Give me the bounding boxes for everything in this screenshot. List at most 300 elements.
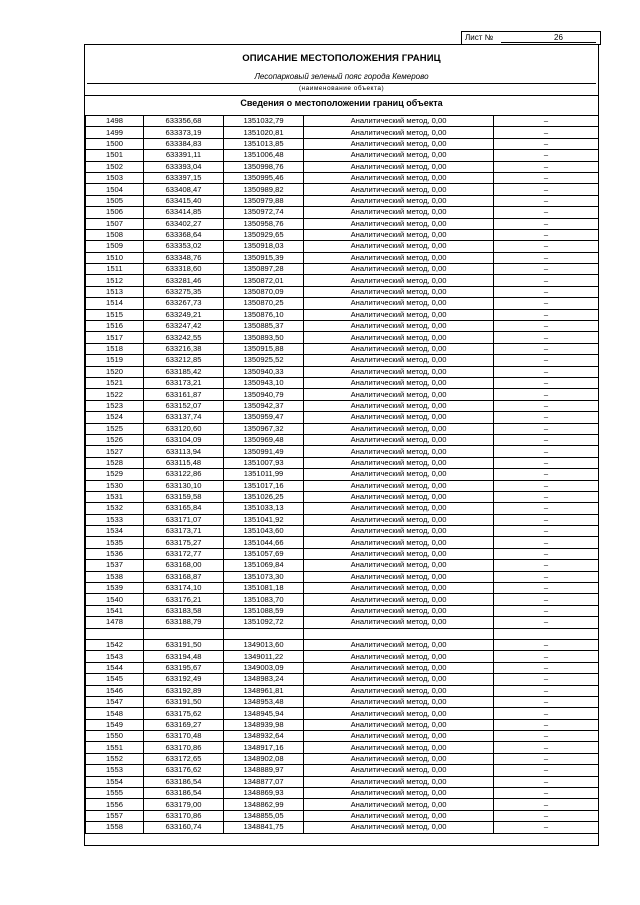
description-cell: – xyxy=(494,526,599,537)
y-coordinate-cell: 1350897,28 xyxy=(224,264,304,275)
method-cell: Аналитический метод, 0,00 xyxy=(304,389,494,400)
table-row xyxy=(86,150,599,161)
description-cell: – xyxy=(494,116,599,127)
y-coordinate-cell: 1350989,82 xyxy=(224,184,304,195)
method-cell: Аналитический метод, 0,00 xyxy=(304,366,494,377)
table-row xyxy=(86,423,599,434)
description-cell: – xyxy=(494,343,599,354)
table-row xyxy=(86,207,599,218)
y-coordinate-cell: 1350885,37 xyxy=(224,321,304,332)
method-cell: Аналитический метод, 0,00 xyxy=(304,583,494,594)
table-row xyxy=(86,286,599,297)
y-coordinate-cell: 1350870,25 xyxy=(224,298,304,309)
y-coordinate-cell: 1348877,07 xyxy=(224,776,304,787)
description-cell: – xyxy=(494,765,599,776)
y-coordinate-cell: 1350940,79 xyxy=(224,389,304,400)
point-number-cell: 1542 xyxy=(86,639,144,650)
method-cell: Аналитический метод, 0,00 xyxy=(304,651,494,662)
description-cell: – xyxy=(494,605,599,616)
y-coordinate-cell: 1348862,99 xyxy=(224,799,304,810)
x-coordinate-cell: 633348,76 xyxy=(144,252,224,263)
sheet-number-box xyxy=(461,31,601,45)
description-cell: – xyxy=(494,366,599,377)
x-coordinate-cell: 633168,00 xyxy=(144,560,224,571)
point-number-cell: 1534 xyxy=(86,526,144,537)
description-cell: – xyxy=(494,810,599,821)
x-coordinate-cell: 633172,65 xyxy=(144,753,224,764)
point-number-cell: 1554 xyxy=(86,776,144,787)
description-cell: – xyxy=(494,651,599,662)
x-coordinate-cell: 633373,19 xyxy=(144,127,224,138)
point-number-cell: 1552 xyxy=(86,753,144,764)
table-row xyxy=(86,788,599,799)
x-coordinate-cell: 633165,84 xyxy=(144,503,224,514)
table-row xyxy=(86,229,599,240)
point-number-cell: 1519 xyxy=(86,355,144,366)
x-coordinate-cell: 633402,27 xyxy=(144,218,224,229)
point-number-cell: 1498 xyxy=(86,116,144,127)
method-cell: Аналитический метод, 0,00 xyxy=(304,457,494,468)
x-coordinate-cell: 633192,89 xyxy=(144,685,224,696)
table-row xyxy=(86,400,599,411)
table-row xyxy=(86,172,599,183)
method-cell: Аналитический метод, 0,00 xyxy=(304,150,494,161)
x-coordinate-cell: 633194,48 xyxy=(144,651,224,662)
description-cell: – xyxy=(494,537,599,548)
table-row xyxy=(86,719,599,730)
description-cell: – xyxy=(494,560,599,571)
y-coordinate-cell: 1350915,88 xyxy=(224,343,304,354)
x-coordinate-cell: 633169,27 xyxy=(144,719,224,730)
point-number-cell: 1516 xyxy=(86,321,144,332)
y-coordinate-cell: 1350991,49 xyxy=(224,446,304,457)
table-row xyxy=(86,218,599,229)
description-cell: – xyxy=(494,309,599,320)
description-cell: – xyxy=(494,150,599,161)
x-coordinate-cell: 633175,62 xyxy=(144,708,224,719)
y-coordinate-cell: 1351043,60 xyxy=(224,526,304,537)
method-cell: Аналитический метод, 0,00 xyxy=(304,765,494,776)
description-cell: – xyxy=(494,264,599,275)
point-number-cell: 1539 xyxy=(86,583,144,594)
point-number-cell: 1509 xyxy=(86,241,144,252)
method-cell: Аналитический метод, 0,00 xyxy=(304,788,494,799)
x-coordinate-cell: 633242,55 xyxy=(144,332,224,343)
y-coordinate-cell: 1351033,13 xyxy=(224,503,304,514)
description-cell: – xyxy=(494,548,599,559)
description-cell: – xyxy=(494,696,599,707)
x-coordinate-cell: 633160,74 xyxy=(144,822,224,833)
point-number-cell: 1545 xyxy=(86,674,144,685)
table-row xyxy=(86,503,599,514)
x-coordinate-cell: 633318,60 xyxy=(144,264,224,275)
x-coordinate-cell: 633159,58 xyxy=(144,491,224,502)
y-coordinate-cell: 1351026,25 xyxy=(224,491,304,502)
description-cell: – xyxy=(494,400,599,411)
description-cell: – xyxy=(494,753,599,764)
description-cell: – xyxy=(494,172,599,183)
document-frame xyxy=(84,44,599,846)
table-row xyxy=(86,560,599,571)
method-cell: Аналитический метод, 0,00 xyxy=(304,776,494,787)
method-cell: Аналитический метод, 0,00 xyxy=(304,286,494,297)
description-cell: – xyxy=(494,377,599,388)
point-number-cell: 1522 xyxy=(86,389,144,400)
x-coordinate-cell: 633353,02 xyxy=(144,241,224,252)
x-coordinate-cell: 633172,77 xyxy=(144,548,224,559)
description-cell: – xyxy=(494,184,599,195)
description-cell: – xyxy=(494,423,599,434)
point-number-cell: 1523 xyxy=(86,400,144,411)
description-cell: – xyxy=(494,708,599,719)
y-coordinate-cell: 1351006,48 xyxy=(224,150,304,161)
description-cell: – xyxy=(494,503,599,514)
table-row xyxy=(86,514,599,525)
y-coordinate-cell: 1351011,99 xyxy=(224,469,304,480)
x-coordinate-cell: 633397,15 xyxy=(144,172,224,183)
table-row xyxy=(86,491,599,502)
description-cell: – xyxy=(494,776,599,787)
method-cell: Аналитический метод, 0,00 xyxy=(304,116,494,127)
x-coordinate-cell: 633183,58 xyxy=(144,605,224,616)
table-row xyxy=(86,138,599,149)
y-coordinate-cell: 1351032,79 xyxy=(224,116,304,127)
point-number-cell: 1505 xyxy=(86,195,144,206)
section-title: Сведения о местоположении границ объекта xyxy=(240,98,443,108)
point-number-cell: 1520 xyxy=(86,366,144,377)
method-cell: Аналитический метод, 0,00 xyxy=(304,241,494,252)
method-cell: Аналитический метод, 0,00 xyxy=(304,594,494,605)
x-coordinate-cell: 633391,11 xyxy=(144,150,224,161)
point-number-cell: 1540 xyxy=(86,594,144,605)
table-row xyxy=(86,708,599,719)
point-number-cell: 1533 xyxy=(86,514,144,525)
y-coordinate-cell: 1348932,64 xyxy=(224,731,304,742)
description-cell: – xyxy=(494,229,599,240)
table-row xyxy=(86,184,599,195)
table-row xyxy=(86,605,599,616)
x-coordinate-cell: 633120,60 xyxy=(144,423,224,434)
description-cell: – xyxy=(494,241,599,252)
y-coordinate-cell: 1351057,69 xyxy=(224,548,304,559)
description-cell: – xyxy=(494,514,599,525)
x-coordinate-cell: 633212,85 xyxy=(144,355,224,366)
y-coordinate-cell: 1348855,05 xyxy=(224,810,304,821)
table-row xyxy=(86,526,599,537)
method-cell: Аналитический метод, 0,00 xyxy=(304,708,494,719)
table-row xyxy=(86,332,599,343)
y-coordinate-cell: 1348902,08 xyxy=(224,753,304,764)
object-name: Лесопарковый зеленый пояс города Кемерово xyxy=(254,72,429,81)
section-divider xyxy=(85,95,598,96)
method-cell: Аналитический метод, 0,00 xyxy=(304,696,494,707)
point-number-cell: 1524 xyxy=(86,412,144,423)
method-cell: Аналитический метод, 0,00 xyxy=(304,207,494,218)
table-row xyxy=(86,241,599,252)
point-number-cell: 1512 xyxy=(86,275,144,286)
table-row xyxy=(86,434,599,445)
method-cell: Аналитический метод, 0,00 xyxy=(304,469,494,480)
table-row xyxy=(86,753,599,764)
x-coordinate-cell: 633115,48 xyxy=(144,457,224,468)
y-coordinate-cell: 1348889,97 xyxy=(224,765,304,776)
table-row xyxy=(86,343,599,354)
description-cell: – xyxy=(494,685,599,696)
point-number-cell: 1526 xyxy=(86,434,144,445)
method-cell: Аналитический метод, 0,00 xyxy=(304,446,494,457)
x-coordinate-cell: 633185,42 xyxy=(144,366,224,377)
y-coordinate-cell: 1350893,50 xyxy=(224,332,304,343)
y-coordinate-cell: 1351081,18 xyxy=(224,583,304,594)
table-row xyxy=(86,742,599,753)
x-coordinate-cell: 633275,35 xyxy=(144,286,224,297)
table-row xyxy=(86,651,599,662)
point-number-cell: 1518 xyxy=(86,343,144,354)
y-coordinate-cell: 1351007,93 xyxy=(224,457,304,468)
method-cell: Аналитический метод, 0,00 xyxy=(304,172,494,183)
point-number-cell: 1532 xyxy=(86,503,144,514)
x-coordinate-cell: 633176,62 xyxy=(144,765,224,776)
x-coordinate-cell: 633186,54 xyxy=(144,788,224,799)
x-coordinate-cell: 633415,40 xyxy=(144,195,224,206)
table-row xyxy=(86,537,599,548)
x-coordinate-cell: 633195,67 xyxy=(144,662,224,673)
method-cell: Аналитический метод, 0,00 xyxy=(304,514,494,525)
point-number-cell: 1530 xyxy=(86,480,144,491)
description-cell: – xyxy=(494,594,599,605)
method-cell: Аналитический метод, 0,00 xyxy=(304,252,494,263)
point-number-cell: 1551 xyxy=(86,742,144,753)
point-number-cell: 1500 xyxy=(86,138,144,149)
description-cell: – xyxy=(494,583,599,594)
method-cell: Аналитический метод, 0,00 xyxy=(304,810,494,821)
x-coordinate-cell: 633130,10 xyxy=(144,480,224,491)
method-cell: Аналитический метод, 0,00 xyxy=(304,753,494,764)
table-row xyxy=(86,446,599,457)
table-row xyxy=(86,685,599,696)
point-number-cell xyxy=(86,628,144,639)
method-cell: Аналитический метод, 0,00 xyxy=(304,537,494,548)
table-row xyxy=(86,765,599,776)
y-coordinate-cell: 1351073,30 xyxy=(224,571,304,582)
x-coordinate-cell: 633171,07 xyxy=(144,514,224,525)
y-coordinate-cell: 1351088,59 xyxy=(224,605,304,616)
x-coordinate-cell: 633192,49 xyxy=(144,674,224,685)
point-number-cell: 1515 xyxy=(86,309,144,320)
method-cell: Аналитический метод, 0,00 xyxy=(304,195,494,206)
y-coordinate-cell: 1351017,16 xyxy=(224,480,304,491)
y-coordinate-cell: 1350969,48 xyxy=(224,434,304,445)
y-coordinate-cell: 1350915,39 xyxy=(224,252,304,263)
y-coordinate-cell: 1350876,10 xyxy=(224,309,304,320)
sheet-number-underline xyxy=(501,42,596,43)
x-coordinate-cell: 633393,04 xyxy=(144,161,224,172)
description-cell: – xyxy=(494,639,599,650)
sheet-label: Лист № xyxy=(465,33,494,42)
method-cell: Аналитический метод, 0,00 xyxy=(304,161,494,172)
method-cell: Аналитический метод, 0,00 xyxy=(304,571,494,582)
description-cell: – xyxy=(494,742,599,753)
y-coordinate-cell: 1350995,46 xyxy=(224,172,304,183)
y-coordinate-cell: 1350872,01 xyxy=(224,275,304,286)
point-number-cell: 1503 xyxy=(86,172,144,183)
point-number-cell: 1538 xyxy=(86,571,144,582)
method-cell: Аналитический метод, 0,00 xyxy=(304,617,494,628)
point-number-cell: 1511 xyxy=(86,264,144,275)
point-number-cell: 1525 xyxy=(86,423,144,434)
point-number-cell: 1537 xyxy=(86,560,144,571)
method-cell: Аналитический метод, 0,00 xyxy=(304,400,494,411)
point-number-cell: 1558 xyxy=(86,822,144,833)
method-cell: Аналитический метод, 0,00 xyxy=(304,822,494,833)
description-cell: – xyxy=(494,731,599,742)
x-coordinate-cell: 633113,94 xyxy=(144,446,224,457)
y-coordinate-cell: 1348961,81 xyxy=(224,685,304,696)
method-cell: Аналитический метод, 0,00 xyxy=(304,229,494,240)
y-coordinate-cell: 1349011,22 xyxy=(224,651,304,662)
y-coordinate-cell: 1348869,93 xyxy=(224,788,304,799)
method-cell: Аналитический метод, 0,00 xyxy=(304,674,494,685)
method-cell: Аналитический метод, 0,00 xyxy=(304,548,494,559)
method-cell: Аналитический метод, 0,00 xyxy=(304,343,494,354)
table-row xyxy=(86,799,599,810)
y-coordinate-cell: 1351020,81 xyxy=(224,127,304,138)
method-cell: Аналитический метод, 0,00 xyxy=(304,184,494,195)
x-coordinate-cell: 633174,10 xyxy=(144,583,224,594)
table-row xyxy=(86,469,599,480)
table-row xyxy=(86,389,599,400)
x-coordinate-cell: 633267,73 xyxy=(144,298,224,309)
description-cell: – xyxy=(494,491,599,502)
y-coordinate-cell: 1348945,94 xyxy=(224,708,304,719)
description-cell: – xyxy=(494,480,599,491)
x-coordinate-cell xyxy=(144,628,224,639)
x-coordinate-cell: 633137,74 xyxy=(144,412,224,423)
table-row xyxy=(86,195,599,206)
point-number-cell: 1557 xyxy=(86,810,144,821)
description-cell: – xyxy=(494,799,599,810)
description-cell: – xyxy=(494,252,599,263)
table-row xyxy=(86,548,599,559)
table-row xyxy=(86,127,599,138)
method-cell: Аналитический метод, 0,00 xyxy=(304,218,494,229)
y-coordinate-cell: 1351083,70 xyxy=(224,594,304,605)
method-cell: Аналитический метод, 0,00 xyxy=(304,434,494,445)
method-cell: Аналитический метод, 0,00 xyxy=(304,480,494,491)
description-cell: – xyxy=(494,788,599,799)
point-number-cell: 1521 xyxy=(86,377,144,388)
point-number-cell: 1499 xyxy=(86,127,144,138)
description-cell: – xyxy=(494,469,599,480)
y-coordinate-cell: 1350998,76 xyxy=(224,161,304,172)
description-cell: – xyxy=(494,207,599,218)
point-number-cell: 1543 xyxy=(86,651,144,662)
y-coordinate-cell: 1350959,47 xyxy=(224,412,304,423)
point-number-cell: 1553 xyxy=(86,765,144,776)
table-row xyxy=(86,412,599,423)
table-row xyxy=(86,571,599,582)
y-coordinate-cell: 1351092,72 xyxy=(224,617,304,628)
point-number-cell: 1506 xyxy=(86,207,144,218)
point-number-cell: 1529 xyxy=(86,469,144,480)
x-coordinate-cell: 633170,86 xyxy=(144,742,224,753)
table-row xyxy=(86,321,599,332)
x-coordinate-cell: 633173,21 xyxy=(144,377,224,388)
point-number-cell: 1549 xyxy=(86,719,144,730)
point-number-cell: 1510 xyxy=(86,252,144,263)
description-cell: – xyxy=(494,355,599,366)
method-cell: Аналитический метод, 0,00 xyxy=(304,138,494,149)
point-number-cell: 1513 xyxy=(86,286,144,297)
boundary-points-table xyxy=(85,115,599,834)
method-cell: Аналитический метод, 0,00 xyxy=(304,321,494,332)
table-row xyxy=(86,457,599,468)
x-coordinate-cell: 633249,21 xyxy=(144,309,224,320)
y-coordinate-cell: 1351044,66 xyxy=(224,537,304,548)
description-cell: – xyxy=(494,275,599,286)
description-cell: – xyxy=(494,138,599,149)
description-cell: – xyxy=(494,674,599,685)
method-cell: Аналитический метод, 0,00 xyxy=(304,491,494,502)
description-cell: – xyxy=(494,446,599,457)
point-number-cell: 1548 xyxy=(86,708,144,719)
description-cell: – xyxy=(494,412,599,423)
point-number-cell: 1528 xyxy=(86,457,144,468)
y-coordinate-cell: 1350940,33 xyxy=(224,366,304,377)
method-cell: Аналитический метод, 0,00 xyxy=(304,309,494,320)
y-coordinate-cell: 1348917,16 xyxy=(224,742,304,753)
description-cell: – xyxy=(494,389,599,400)
table-row xyxy=(86,810,599,821)
x-coordinate-cell: 633216,38 xyxy=(144,343,224,354)
method-cell: Аналитический метод, 0,00 xyxy=(304,731,494,742)
point-number-cell: 1517 xyxy=(86,332,144,343)
point-number-cell: 1547 xyxy=(86,696,144,707)
document-title: ОПИСАНИЕ МЕСТОПОЛОЖЕНИЯ ГРАНИЦ xyxy=(242,53,441,64)
x-coordinate-cell: 633247,42 xyxy=(144,321,224,332)
table-row xyxy=(86,355,599,366)
x-coordinate-cell: 633191,50 xyxy=(144,696,224,707)
description-cell: – xyxy=(494,719,599,730)
x-coordinate-cell: 633168,87 xyxy=(144,571,224,582)
table-row xyxy=(86,309,599,320)
method-cell: Аналитический метод, 0,00 xyxy=(304,264,494,275)
x-coordinate-cell: 633179,00 xyxy=(144,799,224,810)
method-cell: Аналитический метод, 0,00 xyxy=(304,662,494,673)
y-coordinate-cell: 1351041,92 xyxy=(224,514,304,525)
table-row xyxy=(86,116,599,127)
description-cell: – xyxy=(494,822,599,833)
method-cell: Аналитический метод, 0,00 xyxy=(304,605,494,616)
table-row xyxy=(86,822,599,833)
point-number-cell: 1555 xyxy=(86,788,144,799)
y-coordinate-cell: 1350958,76 xyxy=(224,218,304,229)
x-coordinate-cell: 633368,64 xyxy=(144,229,224,240)
table-row xyxy=(86,583,599,594)
point-number-cell: 1508 xyxy=(86,229,144,240)
table-row xyxy=(86,480,599,491)
description-cell: – xyxy=(494,434,599,445)
description-cell: – xyxy=(494,321,599,332)
method-cell: Аналитический метод, 0,00 xyxy=(304,298,494,309)
point-number-cell: 1544 xyxy=(86,662,144,673)
y-coordinate-cell: 1348841,75 xyxy=(224,822,304,833)
description-cell: – xyxy=(494,286,599,297)
x-coordinate-cell: 633161,87 xyxy=(144,389,224,400)
method-cell: Аналитический метод, 0,00 xyxy=(304,742,494,753)
y-coordinate-cell: 1350967,32 xyxy=(224,423,304,434)
description-cell: – xyxy=(494,127,599,138)
